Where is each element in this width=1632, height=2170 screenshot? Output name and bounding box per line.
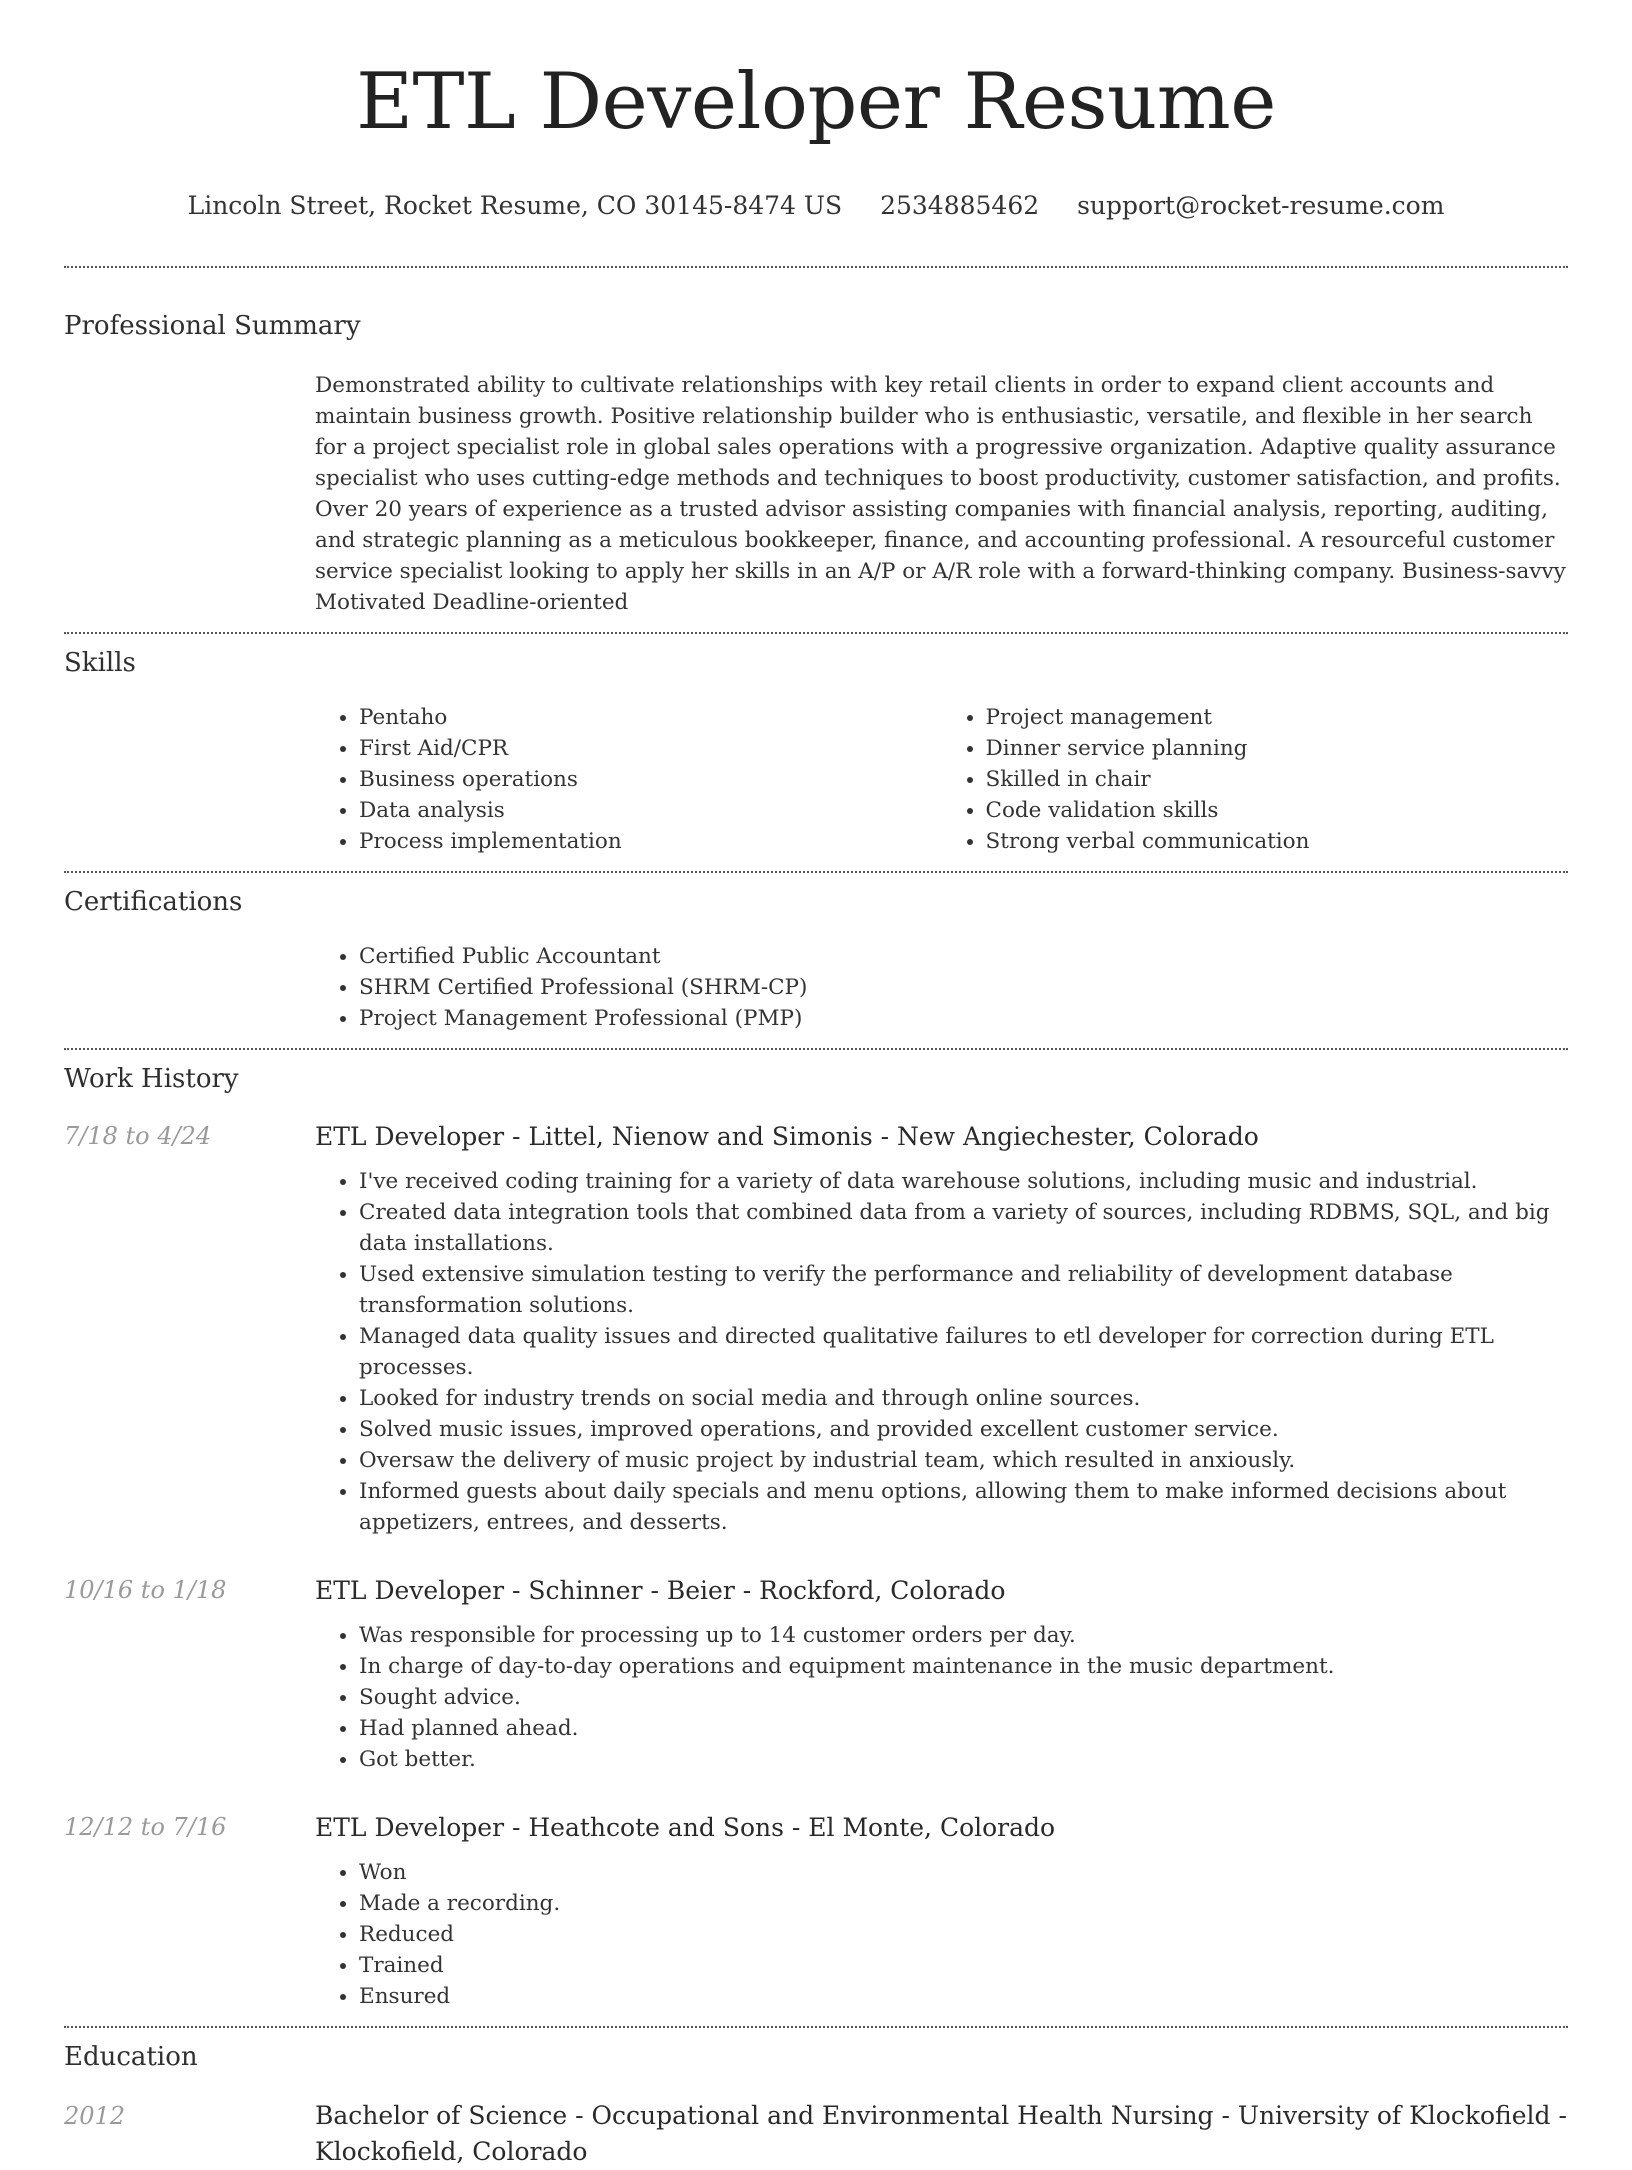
skills-grid — [315, 702, 1568, 857]
job-title: ETL Developer - Schinner - Beier - Rockford, Colorado — [315, 1576, 1006, 1605]
section-heading-skills: Skills — [64, 648, 136, 678]
section-heading-summary: Professional Summary — [64, 311, 361, 341]
education-entry — [64, 2098, 1568, 2170]
contact-phone: 2534885462 — [880, 191, 1040, 220]
summary-text: Demonstrated ability to cultivate relationships with key retail clients in order to expand client accounts and maintain business growth. Positive relationship builder who is enthusiastic, versatile, and flexible in her search for a project specialist role in global sales operations with a progressive organization. Adaptive quality assurance specialist who uses cutting-edge methods and techniques to boost productivity, customer satisfaction, and profits. Over 20 years of experience as a trusted advisor assisting companies with financial analysis, reporting, auditing, and strategic planning as a meticulous bookkeeper, finance, and accounting professional. A resourceful customer service specialist looking to apply her skills in an A/P or A/R role with a forward-thinking company. Business-savvy Motivated Deadline-oriented — [315, 373, 1566, 615]
divider — [64, 871, 1568, 873]
certification-item: • Project Management Professional (PMP) — [359, 1003, 1568, 1034]
job-detail — [315, 1574, 1568, 1775]
job-date: 10/16 to 1/18 — [64, 1576, 227, 1604]
job-bullet: • Oversaw the delivery of music project by industrial team, which resulted in anxiously. — [359, 1445, 1568, 1476]
education-date: 2012 — [64, 2102, 126, 2130]
section-heading-education: Education — [64, 2042, 198, 2072]
job-detail — [315, 1811, 1568, 2012]
education-section — [64, 2040, 1568, 2170]
job-bullet: • Made a recording. — [359, 1888, 1568, 1919]
job-title: ETL Developer - Heathcote and Sons - El Monte, Colorado — [315, 1813, 1056, 1842]
divider — [64, 632, 1568, 634]
job-bullet: • Got better. — [359, 1744, 1568, 1775]
job-entry — [64, 1811, 1568, 2012]
skill-item: • Project management — [986, 702, 1569, 733]
skill-item: • Business operations — [359, 764, 942, 795]
skill-item: • Code validation skills — [986, 795, 1569, 826]
job-bullet: • Solved music issues, improved operations, and provided excellent customer service. — [359, 1414, 1568, 1445]
skills-list-left — [315, 702, 942, 857]
contact-line — [64, 190, 1568, 222]
certifications-body — [315, 941, 1568, 1034]
skill-item: • Strong verbal communication — [986, 826, 1569, 857]
divider — [64, 266, 1568, 268]
education-detail: Bachelor of Science - Occupational and Environmental Health Nursing - University of Klockofield - Klockofield, Colorado — [315, 2101, 1567, 2166]
contact-email: support@rocket-resume.com — [1077, 191, 1445, 220]
job-bullet: • Used extensive simulation testing to verify the performance and reliability of development database transformation solutions. — [359, 1259, 1568, 1321]
job-date: 7/18 to 4/24 — [64, 1122, 212, 1150]
job-bullet: • Reduced — [359, 1919, 1568, 1950]
summary-section — [64, 309, 1568, 618]
job-bullet: • Was responsible for processing up to 14 customer orders per day. — [359, 1620, 1568, 1651]
job-bullet: • Ensured — [359, 1981, 1568, 2012]
divider — [64, 2026, 1568, 2028]
job-bullets — [315, 1166, 1568, 1538]
job-detail — [315, 1120, 1568, 1538]
skills-section — [64, 646, 1568, 857]
job-bullet: • I've received coding training for a variety of data warehouse solutions, including music and industrial. — [359, 1166, 1568, 1197]
certification-item: • SHRM Certified Professional (SHRM-CP) — [359, 972, 1568, 1003]
skill-item: • Dinner service planning — [986, 733, 1569, 764]
job-bullets — [315, 1620, 1568, 1775]
job-bullet: • Had planned ahead. — [359, 1713, 1568, 1744]
certification-item: • Certified Public Accountant — [359, 941, 1568, 972]
job-title: ETL Developer - Littel, Nienow and Simonis - New Angiechester, Colorado — [315, 1122, 1259, 1151]
contact-address: Lincoln Street, Rocket Resume, CO 30145-8474 US — [187, 191, 843, 220]
skill-item: • Data analysis — [359, 795, 942, 826]
skill-item: • First Aid/CPR — [359, 733, 942, 764]
skill-item: • Skilled in chair — [986, 764, 1569, 795]
job-date: 12/12 to 7/16 — [64, 1813, 227, 1841]
work-history-section — [64, 1062, 1568, 2012]
job-bullet: • Created data integration tools that combined data from a variety of sources, including RDBMS, SQL, and big data installations. — [359, 1197, 1568, 1259]
divider — [64, 1048, 1568, 1050]
certifications-section — [64, 885, 1568, 1034]
job-bullet: • Won — [359, 1857, 1568, 1888]
job-bullet: • Sought advice. — [359, 1682, 1568, 1713]
certifications-list — [315, 941, 1568, 1034]
job-bullet: • Informed guests about daily specials and menu options, allowing them to make informed decisions about appetizers, entrees, and desserts. — [359, 1476, 1568, 1538]
job-bullet: • In charge of day-to-day operations and equipment maintenance in the music department. — [359, 1651, 1568, 1682]
section-heading-work: Work History — [64, 1064, 239, 1094]
skill-item: • Process implementation — [359, 826, 942, 857]
job-bullet: • Managed data quality issues and directed qualitative failures to etl developer for correction during ETL processes. — [359, 1321, 1568, 1383]
job-bullets — [315, 1857, 1568, 2012]
job-bullet: • Looked for industry trends on social media and through online sources. — [359, 1383, 1568, 1414]
job-entry — [64, 1120, 1568, 1538]
section-heading-certifications: Certifications — [64, 887, 243, 917]
resume-title: ETL Developer Resume — [356, 57, 1276, 147]
job-entry — [64, 1574, 1568, 1775]
skill-item: • Pentaho — [359, 702, 942, 733]
skills-list-right — [942, 702, 1569, 857]
job-bullet: • Trained — [359, 1950, 1568, 1981]
